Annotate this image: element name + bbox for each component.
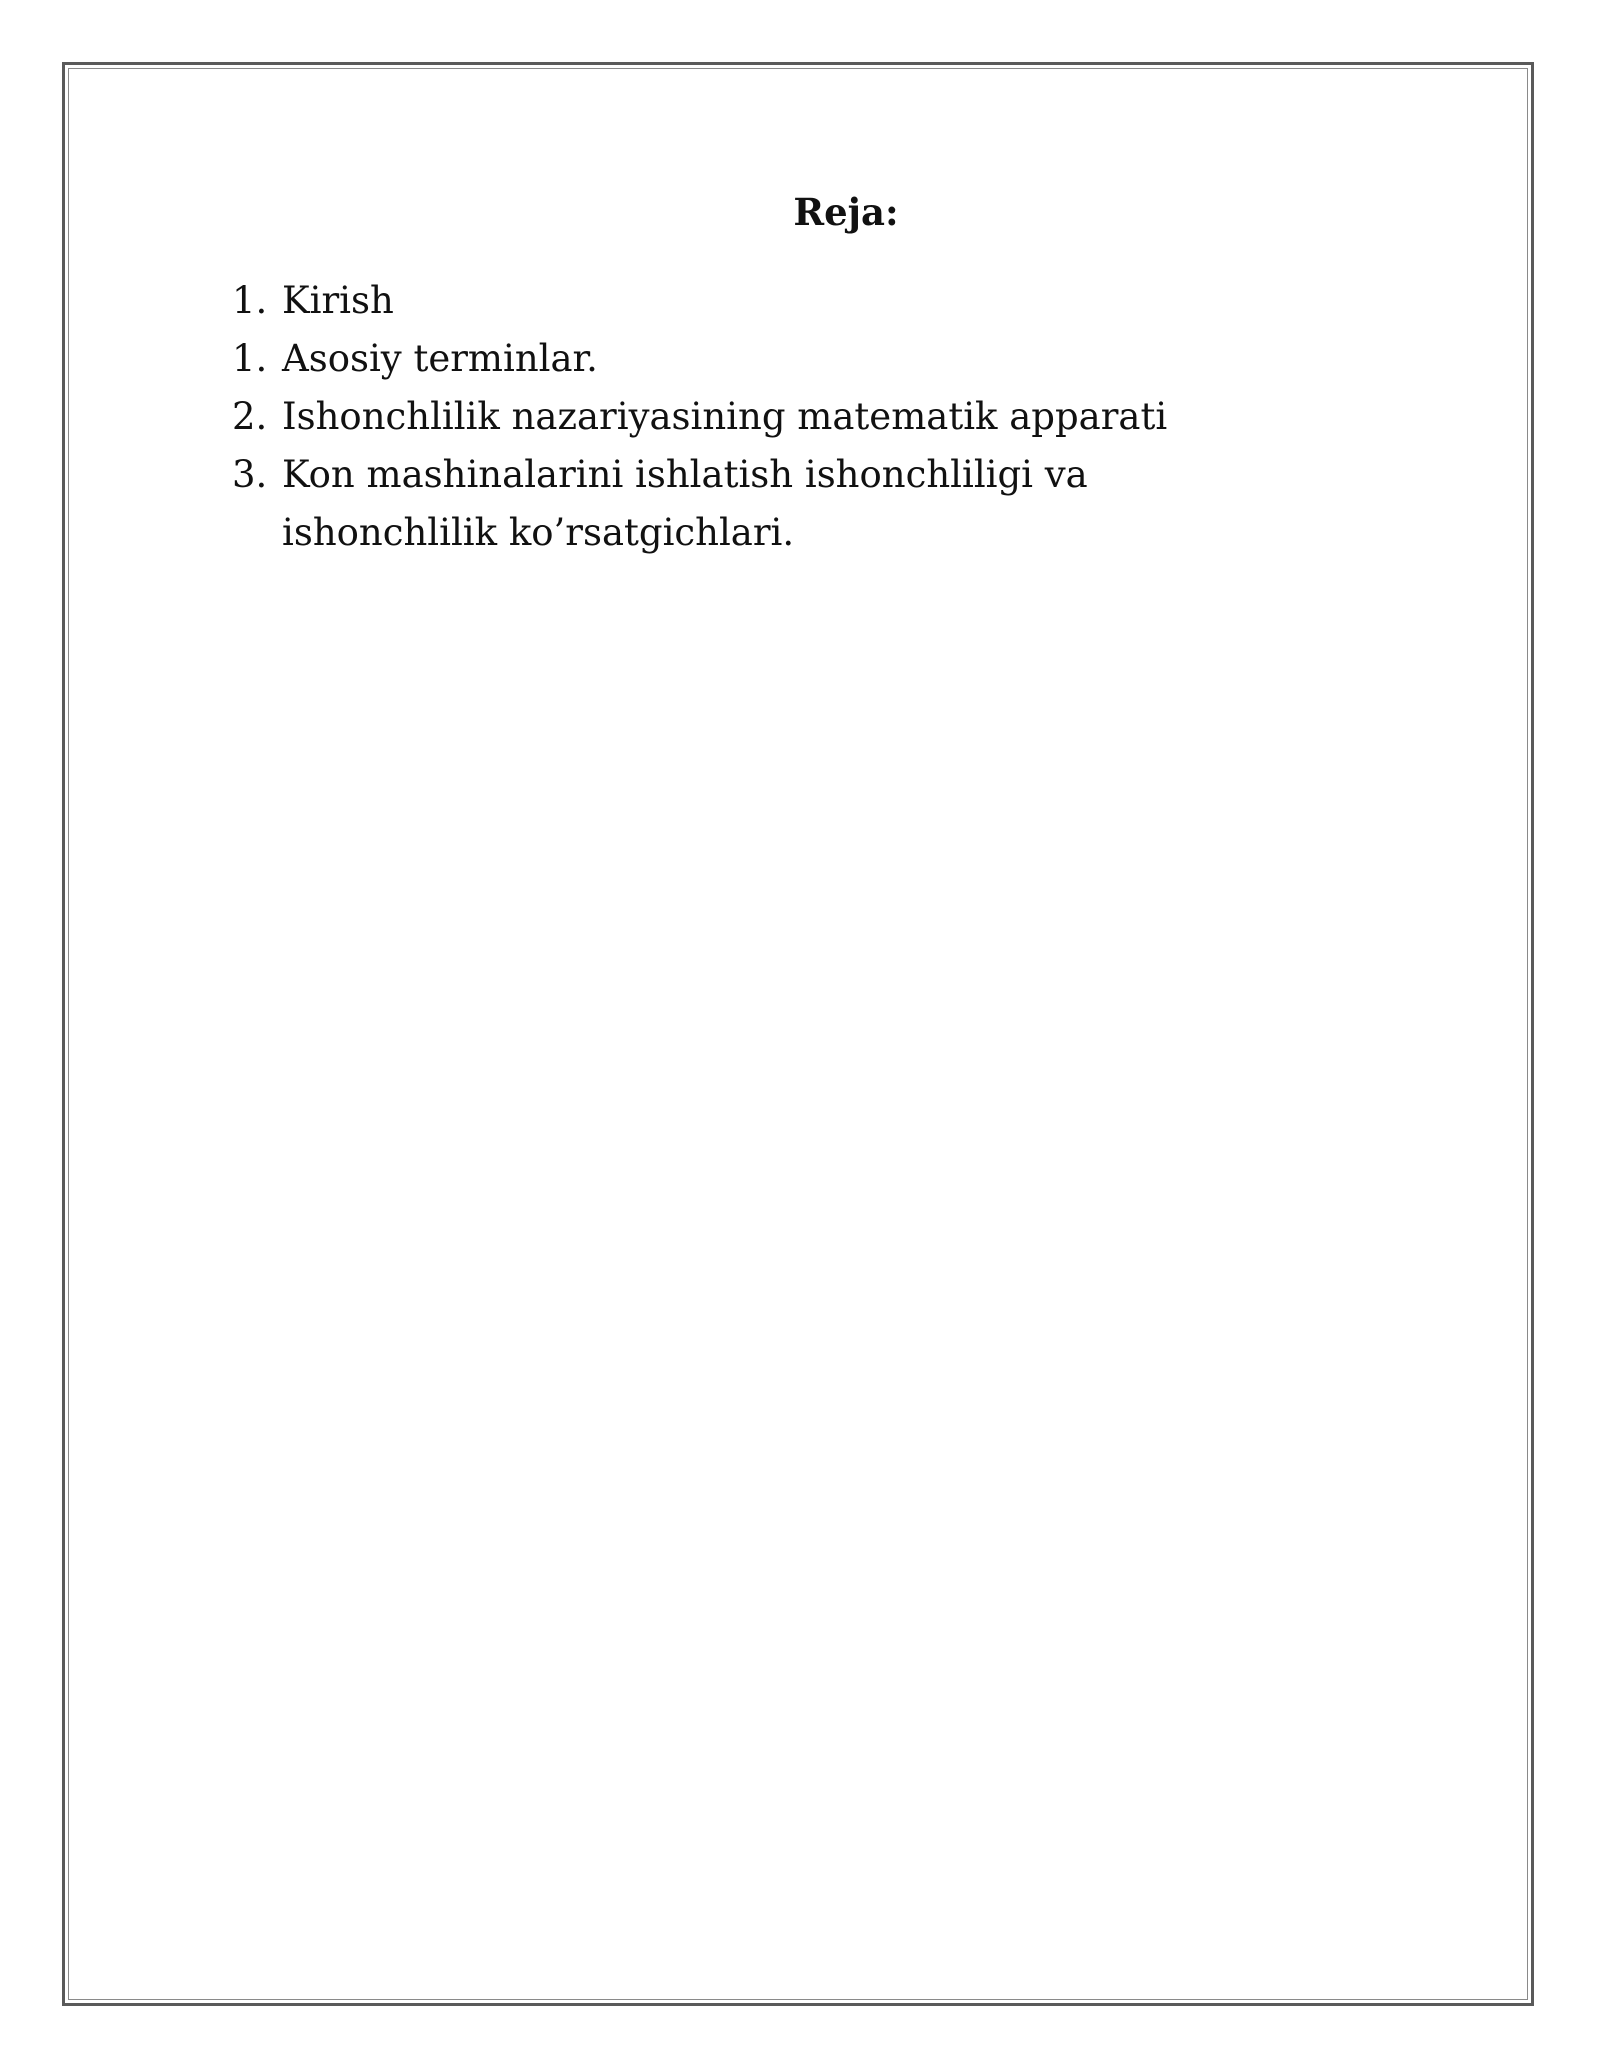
list-item-number: 1. bbox=[232, 279, 268, 322]
list-item-number: 1. bbox=[232, 337, 268, 380]
list-item-text: Kirish bbox=[282, 279, 394, 322]
list-item bbox=[232, 330, 1312, 388]
list-item-text: Kon mashinalarini ishlatish ishonchliligi va ishonchlilik ko’rsatgichlari. bbox=[282, 453, 1088, 554]
plan-list bbox=[232, 272, 1312, 562]
list-item-text: Ishonchlilik nazariyasining matematik apparati bbox=[282, 395, 1168, 438]
list-item bbox=[232, 272, 1312, 330]
list-item-text: Asosiy terminlar. bbox=[282, 337, 598, 380]
list-item-number: 2. bbox=[232, 395, 268, 438]
page-title: Reja: bbox=[793, 190, 899, 234]
list-item-number: 3. bbox=[232, 453, 268, 496]
list-item bbox=[232, 446, 1312, 562]
list-item bbox=[232, 388, 1312, 446]
